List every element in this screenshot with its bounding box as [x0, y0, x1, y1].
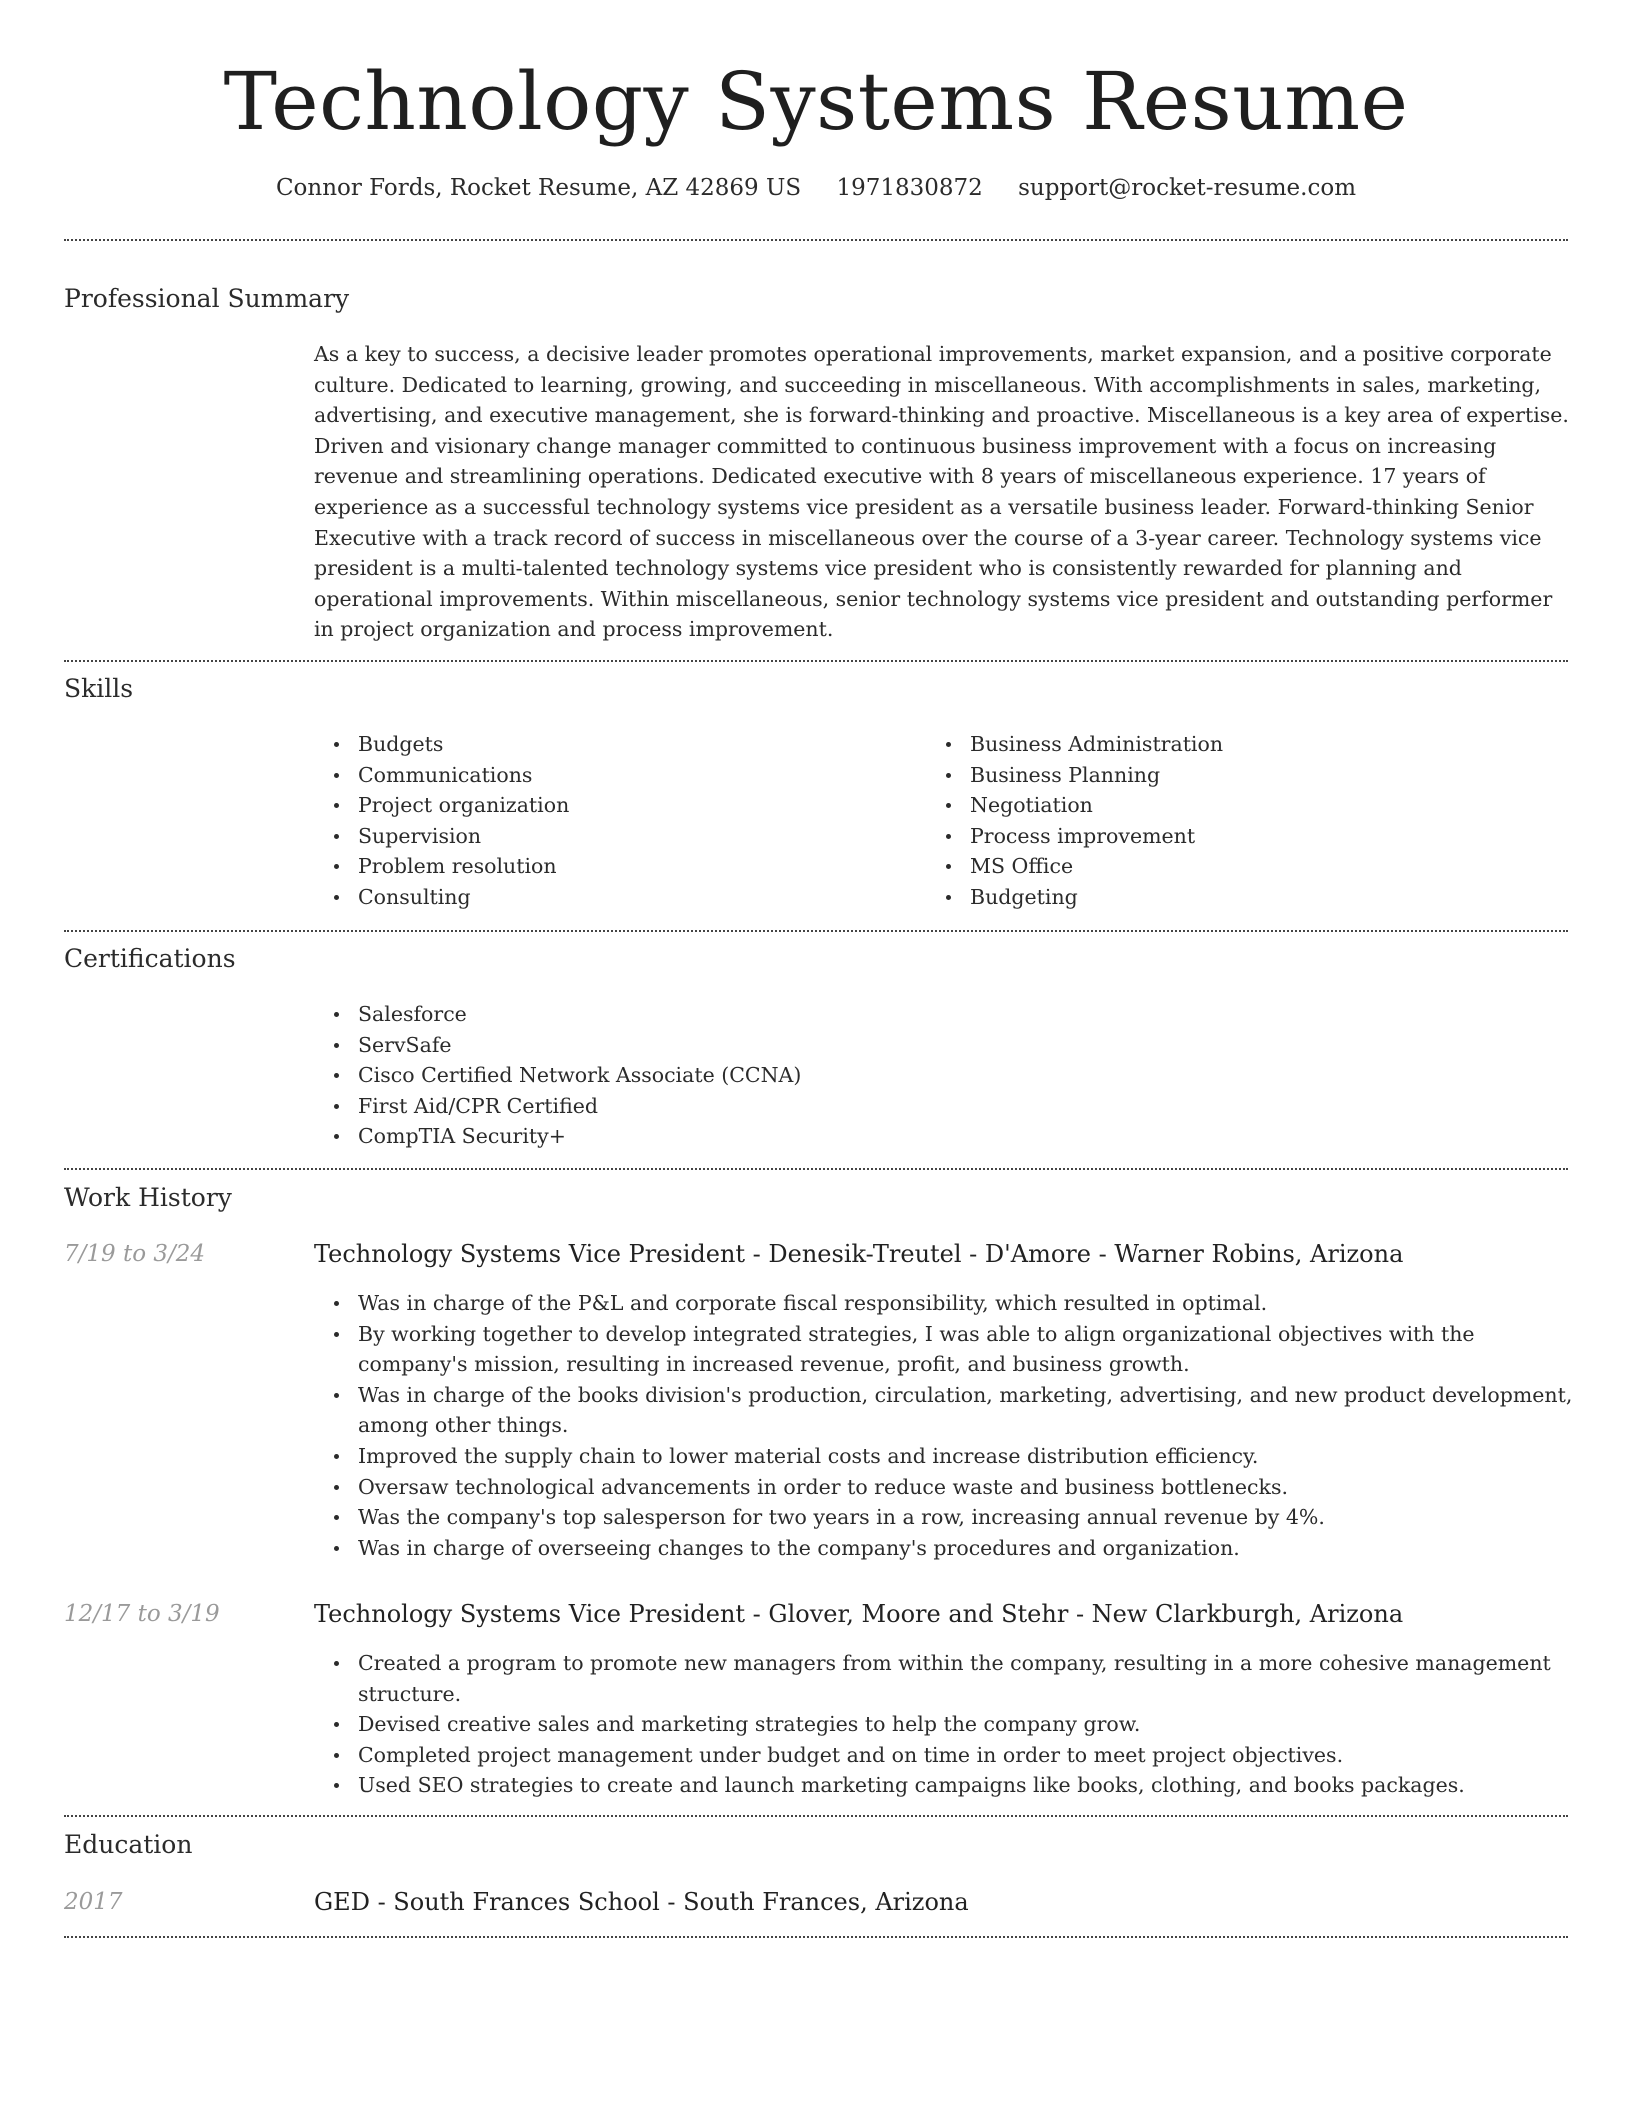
job-bullet: Was in charge of the P&L and corporate fiscal responsibility, which resulted in optimal. [358, 1288, 1584, 1319]
job-bullet: Used SEO strategies to create and launch marketing campaigns like books, clothing, and books packages. [358, 1770, 1584, 1801]
skill-item: Project organization [358, 790, 918, 821]
education-entry: GED - South Frances School - South Frances, Arizona [314, 1888, 969, 1916]
certification-item: ServSafe [358, 1030, 1558, 1061]
job-bullet: Was in charge of overseeing changes to the company's procedures and organization. [358, 1533, 1584, 1564]
certification-item: Salesforce [358, 999, 1558, 1030]
section-heading-skills: Skills [64, 674, 134, 703]
resume-title: Technology Systems Resume [223, 55, 1409, 148]
job-bullet: Was the company's top salesperson for two years in a row, increasing annual revenue by 4%. [358, 1502, 1584, 1533]
job-bullet: Created a program to promote new managers from within the company, resulting in a more cohesive management structure. [358, 1648, 1584, 1709]
skills-list-left [314, 729, 918, 913]
section-heading-education: Education [64, 1830, 193, 1859]
certification-item: Cisco Certified Network Associate (CCNA) [358, 1060, 1558, 1091]
divider [64, 660, 1568, 662]
section-heading-work-history: Work History [64, 1183, 232, 1212]
divider [64, 1815, 1568, 1817]
skill-item: Negotiation [970, 790, 1570, 821]
contact-phone: 1971830872 [836, 175, 983, 201]
job-bullet: Devised creative sales and marketing strategies to help the company grow. [358, 1709, 1584, 1740]
skill-item: Problem resolution [358, 851, 918, 882]
certification-item: First Aid/CPR Certified [358, 1091, 1558, 1122]
job-bullet: Was in charge of the books division's production, circulation, marketing, advertising, and new product development, among other things. [358, 1380, 1584, 1441]
job-title: Technology Systems Vice President - Glover, Moore and Stehr - New Clarkburgh, Arizona [314, 1600, 1404, 1628]
divider [64, 930, 1568, 932]
divider [64, 239, 1568, 241]
contact-email: support@rocket-resume.com [1018, 175, 1357, 201]
job-dates: 12/17 to 3/19 [64, 1601, 220, 1627]
skill-item: Budgets [358, 729, 918, 760]
divider [64, 1936, 1568, 1938]
job-bullet: By working together to develop integrated strategies, I was able to align organizational objectives with the company's mission, resulting in increased revenue, profit, and business growth. [358, 1319, 1584, 1380]
skill-item: Communications [358, 760, 918, 791]
job-bullets [314, 1288, 1584, 1563]
job-bullet: Improved the supply chain to lower material costs and increase distribution efficiency. [358, 1441, 1584, 1472]
skill-item: Process improvement [970, 821, 1570, 852]
certification-item: CompTIA Security+ [358, 1121, 1558, 1152]
job-bullet: Completed project management under budget and on time in order to meet project objectives. [358, 1740, 1584, 1771]
skills-list-right [926, 729, 1570, 913]
skill-item: Business Planning [970, 760, 1570, 791]
job-dates: 7/19 to 3/24 [64, 1241, 206, 1267]
summary-text: As a key to success, a decisive leader promotes operational improvements, market expansion, and a positive corporate culture. Dedicated to learning, growing, and succeeding in miscellaneous. With accomplishments in sales, marketing, advertising, and executive management, she is forward-thinking and proactive. Miscellaneous is a key area of expertise. Driven and visionary change manager committed to continuous business improvement with a focus on increasing revenue and streamlining operations. Dedicated executive with 8 years of miscellaneous experience. 17 years of experience as a successful technology systems vice president as a versatile business leader. Forward-thinking Senior Executive with a track record of success in miscellaneous over the course of a 3-year career. Technology systems vice president is a multi-talented technology systems vice president who is consistently rewarded for planning and operational improvements. Within miscellaneous, senior technology systems vice president and outstanding performer in project organization and process improvement. [314, 342, 1569, 642]
education-year: 2017 [64, 1889, 123, 1915]
job-bullets [314, 1648, 1584, 1801]
certifications-list [314, 999, 1558, 1152]
skill-item: Supervision [358, 821, 918, 852]
job-bullet: Oversaw technological advancements in order to reduce waste and business bottlenecks. [358, 1472, 1584, 1503]
section-heading-certifications: Certifications [64, 944, 236, 973]
skill-item: MS Office [970, 851, 1570, 882]
skill-item: Consulting [358, 882, 918, 913]
contact-address: Connor Fords, Rocket Resume, AZ 42869 US [275, 175, 802, 201]
skill-item: Business Administration [970, 729, 1570, 760]
divider [64, 1168, 1568, 1170]
contact-line [0, 172, 1632, 204]
section-heading-summary: Professional Summary [64, 284, 350, 313]
skill-item: Budgeting [970, 882, 1570, 913]
job-title: Technology Systems Vice President - Denesik-Treutel - D'Amore - Warner Robins, Arizona [314, 1240, 1404, 1268]
